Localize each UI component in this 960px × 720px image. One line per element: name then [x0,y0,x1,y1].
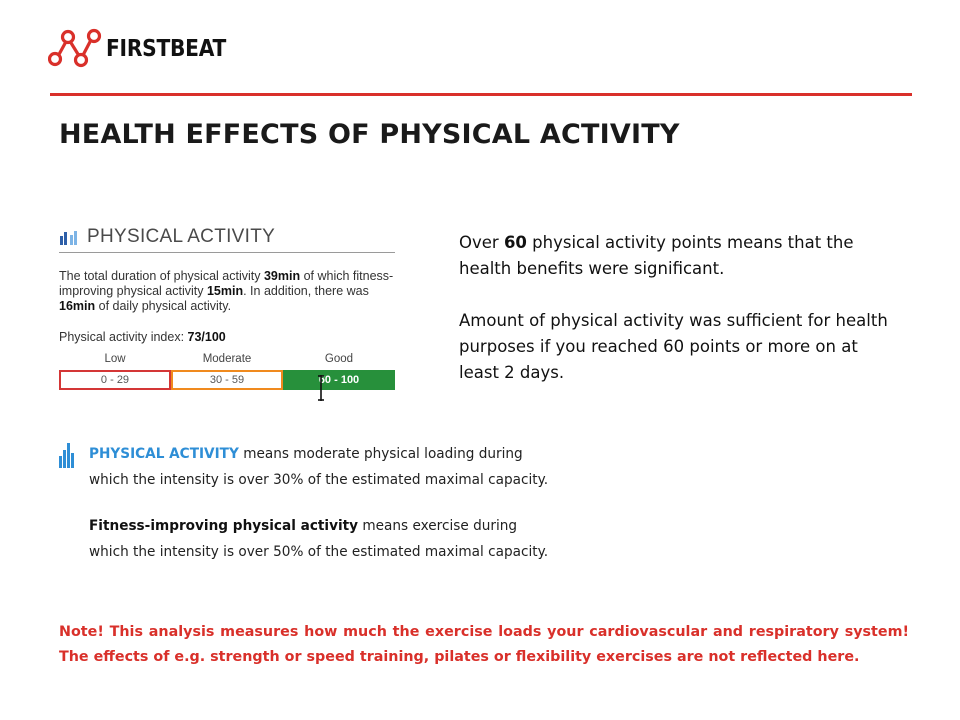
definition-term: PHYSICAL ACTIVITY [89,446,239,462]
report-summary-text [59,269,395,314]
summary-text-part: The total duration of physical activity [59,269,264,283]
summary-text-part: of daily physical activity. [95,299,232,313]
definition-physical-activity [58,441,578,493]
activity-index-label: Physical activity index: [59,330,188,344]
scale-label-good: Good [324,353,354,365]
activity-index-scale [59,353,395,390]
definition-fitness-improving-activity [89,513,559,565]
definition-body: means moderate physical loading during which the intensity is over 30% of the estimated maximal capacity. [89,446,549,488]
activity-bars-icon [59,229,79,245]
scale-label-low: Low [104,353,126,365]
fitness-duration-value: 15min [206,284,244,298]
report-card-divider [59,252,395,253]
points-explanation-paragraph-1 [459,230,899,282]
firstbeat-connected-dots-logo-icon [48,26,104,72]
scale-label-moderate: Moderate [202,353,252,365]
report-card-title: PHYSICAL ACTIVITY [87,226,276,247]
summary-text-part: . In addition, there was [243,284,369,298]
activity-bars-icon [58,442,76,468]
brand-name: FIRSTBEAT [106,36,227,62]
text-span: physical activity points means that the health benefits were significant. [459,233,854,278]
points-explanation-paragraph-2: Amount of physical activity was sufficient for health purposes if you reached 60 points or more on at least 2 days. [459,311,888,382]
scale-bar-good: 60 - 100 [283,370,395,390]
header-divider [50,93,912,96]
definition-body: means exercise during which the intensity is over 50% of the estimated maximal capacity. [89,518,549,560]
index-marker-icon [318,375,324,401]
firstbeat-logo [48,26,104,72]
definitions [58,441,578,565]
page-title: HEALTH EFFECTS OF PHYSICAL ACTIVITY [59,119,680,150]
activity-index [59,330,397,344]
scale-bars [59,370,395,390]
points-explanation [459,230,899,386]
daily-duration-value: 16min [59,299,96,313]
disclaimer-note: Note! This analysis measures how much the exercise loads your cardiovascular and respiratory system! The effects of e.g. strength or speed training, pilates or flexibility exercises are not reflected here. [59,624,909,665]
report-card-header [59,224,397,250]
definition-physical-activity-text [89,441,549,493]
scale-labels [59,353,395,365]
scale-bar-low: 0 - 29 [59,370,171,390]
activity-index-value: 73/100 [187,330,226,344]
total-duration-value: 39min [263,269,301,283]
definition-term: Fitness-improving physical activity [89,518,359,534]
points-threshold: 60 [503,233,527,252]
text-span: Over [459,233,504,252]
physical-activity-report-card [59,224,397,390]
scale-bar-moderate: 30 - 59 [171,370,283,390]
summary-text-part: of which fitness-improving physical activity [59,269,394,298]
